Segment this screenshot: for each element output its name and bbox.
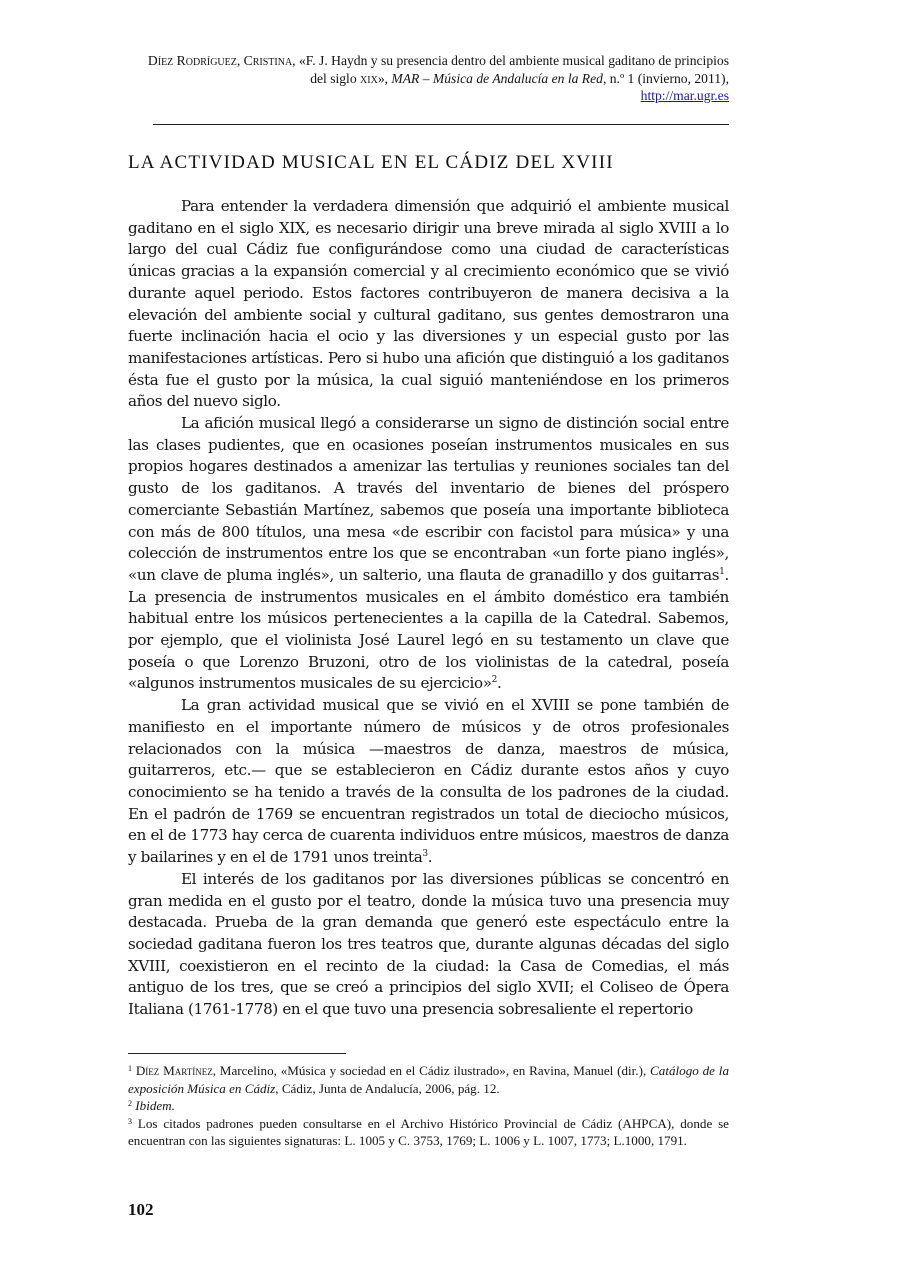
footnote-3 — [128, 1115, 729, 1150]
footnote-ref-3[interactable]: 3 — [422, 849, 428, 860]
footnote-1-end: , Cádiz, Junta de Andalucía, 2006, pág. 12. — [275, 1080, 500, 1096]
footnote-ref-2[interactable]: 2 — [491, 675, 498, 686]
footnote-rule — [128, 1053, 346, 1054]
paragraph-3 — [128, 695, 729, 869]
footnote-2 — [128, 1097, 729, 1115]
footnote-1-text: , Marcelino, «Música y sociedad en el Cádiz ilustrado», en Ravina, Manuel (dir.), — [212, 1063, 651, 1078]
paragraph-2-text-c: . — [497, 674, 502, 693]
header-article-title: , «F. J. Haydn y su presencia dentro del ambiente musical gaditano de principios del siglo — [292, 53, 729, 86]
paragraph-3-text-a: La gran actividad musical que se vivió en el XVIII se pone también de manifiesto en el importante número de músicos y de otros profesionales relacionados con la música —maestros de danza, maestros de música, guitarreros, etc.— que se establecieron en Cádiz durante estos años y cuyo conocimiento se ha tenido a través de la consulta de los padrones de la ciudad. En el padrón de 1769 se encuentran registrados un total de dieciocho músicos, en el de 1773 hay cerca de cuarenta individuos entre músicos, maestros de danza y bailarines y en el de 1791 unos treinta — [128, 696, 729, 867]
header-author: Díez Rodríguez, Cristina — [147, 53, 293, 68]
running-header — [128, 52, 729, 105]
paragraph-2-text-b: . La presencia de instrumentos musicales en el ámbito doméstico era también habitual entre los músicos pertenecientes a la capilla de la Catedral. Sabemos, por ejemplo, que el violinista José Laurel legó en su testamento un clave que poseía o que Lorenzo Bruzoni, otro de los violinistas de la catedral, poseía «algunos instrumentos musicales de su ejercicio» — [128, 565, 729, 693]
footnote-2-text: Ibidem. — [135, 1098, 175, 1114]
body-text — [128, 196, 729, 1021]
paragraph-3-text-b: . — [427, 848, 433, 867]
footnote-3-text: Los citados padrones pueden consultarse en el Archivo Histórico Provincial de Cádiz (AHPCA), donde se encuentran con las siguientes signaturas: L. 1005 y C. 3753, 1769; L. 1006 y L. 1007, 1773; L.1000, 1791. — [128, 1115, 729, 1149]
footnotes — [128, 1062, 729, 1150]
paragraph-4: El interés de los gaditanos por las diversiones públicas se concentró en gran medida en el gusto por el teatro, donde la música tuvo una presencia muy destacada. Prueba de la gran demanda que generó este espectáculo entre la sociedad gaditana fueron los tres teatros que, durante algunas décadas del siglo XVIII, coexistieron en el recinto de la ciudad: la Casa de Comedias, el más antiguo de los tres, que se creó a principios del siglo XVII; el Coliseo de Ópera Italiana (1761-1778) en el que tuvo una presencia sobresaliente el repertorio — [128, 869, 729, 1019]
footnote-3-number: 3 — [128, 1116, 132, 1126]
footnote-2-number: 2 — [128, 1099, 132, 1109]
paragraph-2-text-a: La afición musical llegó a considerarse un signo de distinción social entre las clases pudientes, que en ocasiones poseían instrumentos musicales en sus propios hogares destinados a amenizar las tertulias y reuniones sociales tan del gusto de los gaditanos. A través del inventario de bienes del próspero comerciante Sebastián Martínez, sabemos que poseía una importante biblioteca con más de 800 títulos, una mesa «de escribir con facistol para música» y una colección de instrumentos entre los que se encontraban «un forte piano inglés», «un clave de pluma inglés», un salterio, una flauta de granadillo y dos guitarras — [128, 414, 729, 584]
section-title: LA ACTIVIDAD MUSICAL EN EL CÁDIZ DEL XVIII — [128, 152, 614, 173]
paragraph-1: Para entender la verdadera dimensión que adquirió el ambiente musical gaditano en el siglo XIX, es necesario dirigir una breve mirada al siglo XVIII a lo largo del cual Cádiz fue configurándose como una ciudad de características únicas gracias a la expansión comercial y al crecimiento económico que se vivió durante aquel periodo. Estos factores contribuyeron de manera decisiva a la elevación del ambiente social y cultural gaditano, sus gentes demostraron una fuerte inclinación hacia el ocio y las diversiones y un especial gusto por las manifestaciones artísticas. Pero si hubo una afición que distinguió a los gaditanos ésta fue el gusto por la música, la cual siguió manteniéndose en los primeros años del nuevo siglo. — [128, 197, 729, 411]
header-journal: MAR – Música de Andalucía en la Red — [391, 70, 603, 86]
footnote-1 — [128, 1062, 729, 1097]
header-title-close: », — [377, 70, 392, 86]
footnote-1-title: Catálogo de la exposición Música en Cádiz — [128, 1063, 729, 1096]
page-number: 102 — [128, 1200, 154, 1219]
footnote-1-author: Díez Martínez — [135, 1063, 213, 1078]
header-rule — [153, 124, 729, 125]
header-century: xix — [360, 70, 378, 86]
paragraph-2 — [128, 413, 729, 695]
header-issue: , n.º 1 (invierno, 2011), — [602, 70, 729, 86]
footnote-1-number: 1 — [128, 1064, 132, 1073]
header-url-link[interactable]: http://mar.ugr.es — [640, 88, 729, 103]
footnote-ref-1[interactable]: 1 — [719, 566, 725, 577]
